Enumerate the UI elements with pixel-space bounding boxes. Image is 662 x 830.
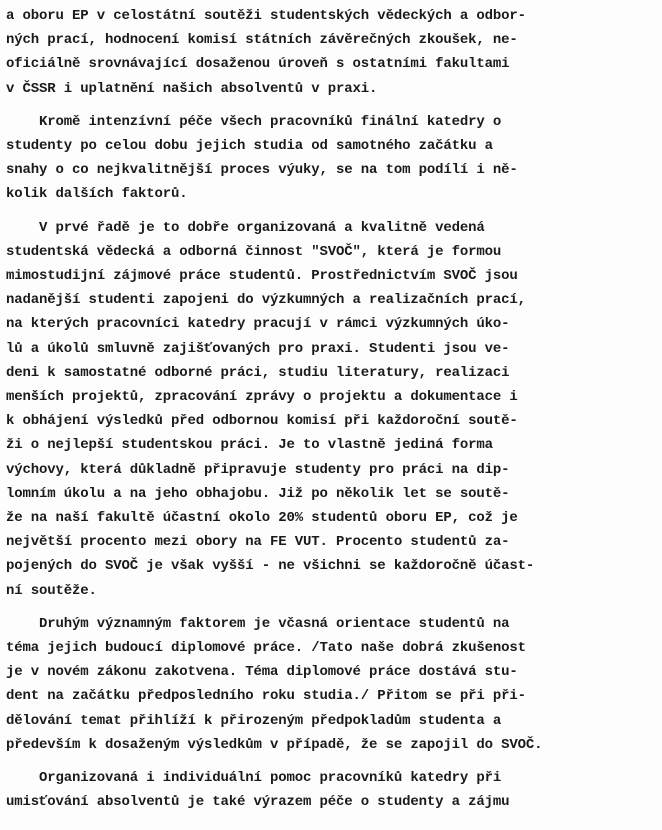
text-line: k obhájení výsledků před odbornou komisí při každoroční soutě- <box>6 413 518 430</box>
text-line: dělování temat přihlíží k přirozeným předpokladům studenta a <box>6 712 502 729</box>
text-line: Druhým významným faktorem je včasná orientace studentů na <box>6 615 510 632</box>
text-line: největší procento mezi obory na FE VUT. Procento studentů za- <box>6 534 510 551</box>
text-line: téma jejich budoucí diplomové práce. /Tato naše dobrá zkušenost <box>6 640 526 657</box>
text-line: oficiálně srovnávající dosaženou úroveň s ostatními fakultami <box>6 56 510 73</box>
paragraph-3 <box>6 216 658 603</box>
text-line: ži o nejlepší studentskou práci. Je to vlastně jediná forma <box>6 437 493 454</box>
text-line: výchovy, která důkladně připravuje studenty pro práci na dip- <box>6 461 510 478</box>
paragraph-gap <box>6 207 658 216</box>
text-line: studentská vědecká a odborná činnost "SVOČ", která je formou <box>6 243 502 260</box>
text-line: lů a úkolů smluvně zajišťovaných pro praxi. Studenti jsou ve- <box>6 340 510 357</box>
text-line: že na naší fakultě účastní okolo 20% studentů oboru EP, což je <box>6 510 518 527</box>
paragraph-gap <box>6 101 658 110</box>
text-line: především k dosaženým výsledkům v případě, že se zapojil do SVOČ. <box>6 736 543 753</box>
text-line: ných prací, hodnocení komisí státních závěrečných zkoušek, ne- <box>6 32 518 49</box>
document-body <box>6 4 658 815</box>
paragraph-5 <box>6 766 658 814</box>
text-line: umisťování absolventů je také výrazem péče o studenty a zájmu <box>6 794 510 811</box>
text-line: studenty po celou dobu jejich studia od samotného začátku a <box>6 138 493 155</box>
text-line: snahy o co nejkvalitnější proces výuky, se na tom podílí i ně- <box>6 162 518 179</box>
text-line: je v novém zákonu zakotvena. Téma diplomové práce dostává stu- <box>6 664 518 681</box>
text-line: a oboru EP v celostátní soutěži studentských vědeckých a odbor- <box>6 8 526 24</box>
text-line: v ČSSR i uplatnění našich absolventů v praxi. <box>6 80 378 97</box>
text-line: Kromě intenzívní péče všech pracovníků finální katedry o <box>6 113 502 130</box>
text-line: mimostudijní zájmové práce studentů. Prostřednictvím SVOČ jsou <box>6 268 518 285</box>
text-line: Organizovaná i individuální pomoc pracovníků katedry při <box>6 770 502 787</box>
text-line: nadanější studenti zapojeni do výzkumných a realizačních prací, <box>6 292 526 309</box>
paragraph-gap <box>6 757 658 766</box>
paragraph-2 <box>6 110 658 207</box>
paragraph-gap <box>6 603 658 612</box>
text-line: menších projektů, zpracování zprávy o projektu a dokumentace i <box>6 389 518 406</box>
text-line: ní soutěže. <box>6 582 97 599</box>
text-line: na kterých pracovníci katedry pracují v rámci výzkumných úko- <box>6 316 510 333</box>
text-line: V prvé řadě je to dobře organizovaná a kvalitně vedená <box>6 219 485 236</box>
text-line: pojených do SVOČ je však vyšší - ne všichni se každoročně účast- <box>6 558 535 575</box>
text-line: deni k samostatné odborné práci, studiu literatury, realizaci <box>6 364 510 381</box>
text-line: lomním úkolu a na jeho obhajobu. Již po několik let se soutě- <box>6 485 510 502</box>
paragraph-4 <box>6 612 658 757</box>
paragraph-1 <box>6 4 658 101</box>
text-line: dent na začátku předposledního roku studia./ Přitom se při při- <box>6 688 526 705</box>
text-line: kolik dalších faktorů. <box>6 186 188 203</box>
